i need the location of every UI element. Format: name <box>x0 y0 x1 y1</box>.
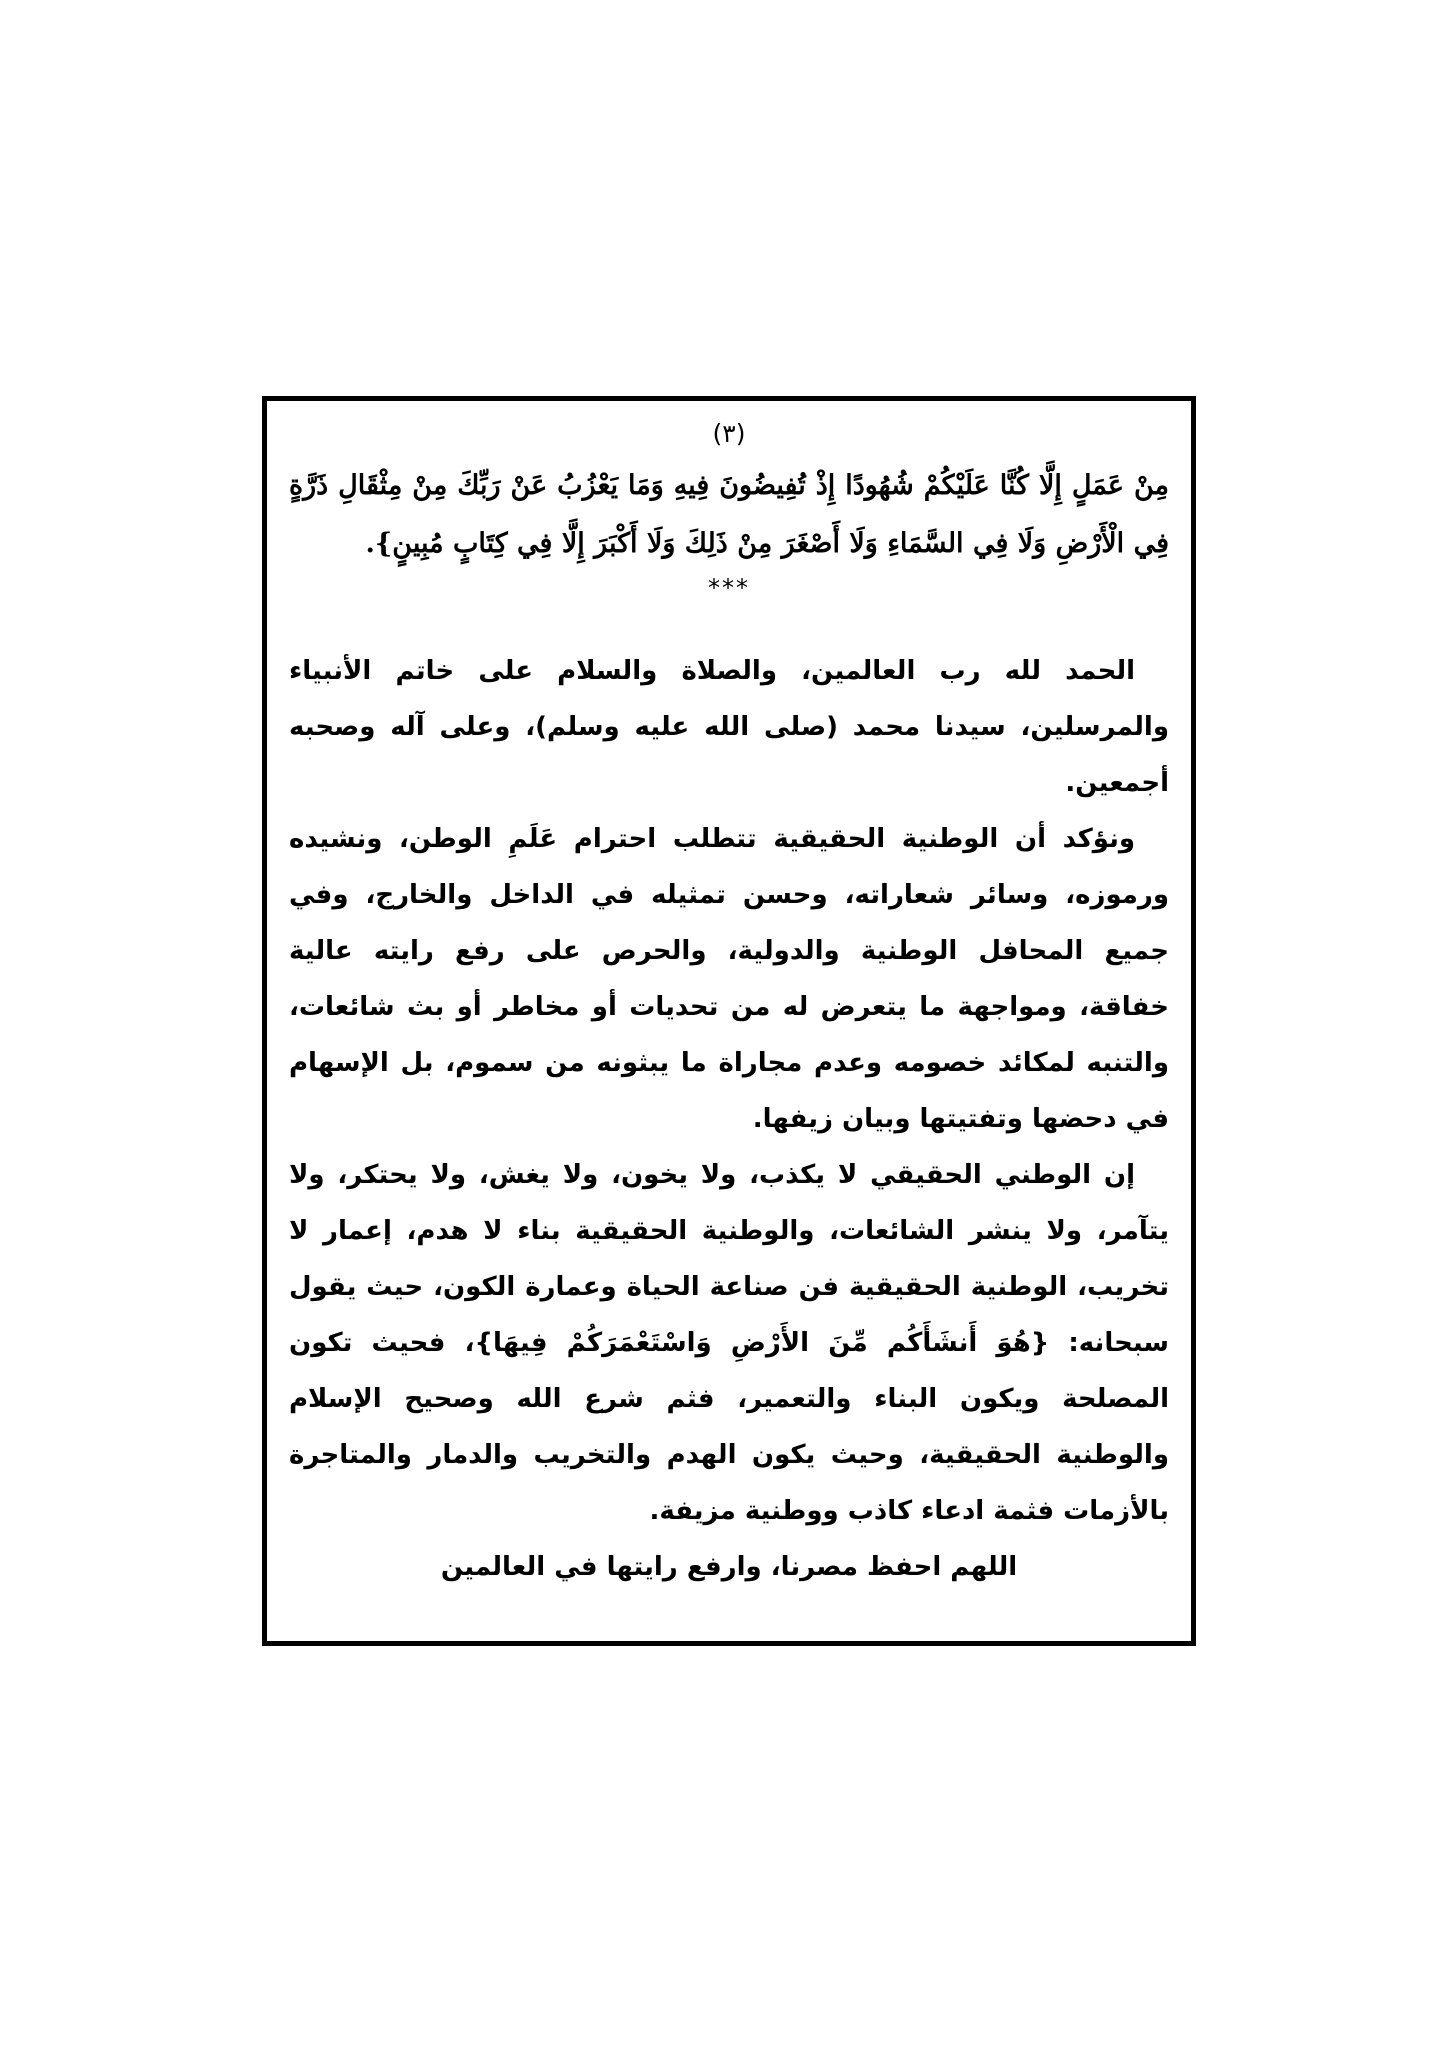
paragraph-national-symbols: ونؤكد أن الوطنية الحقيقية تتطلب احترام عَلَمِ الوطن، ونشيده ورموزه، وسائر شعاراته، وحسن تمثيله في الداخل والخارج، وفي جميع المحافل الوطنية والدولية، والحرص على رفع رايته عالية خفاقة، ومواجهة ما يتعرض له من تحديات أو مخاطر أو بث شائعات، والتنبه لمكائد خصومه وعدم مجاراة ما يبثونه من سموم، بل الإسهام في دحضها وتفتيتها وبيان زيفها. <box>289 824 1169 1134</box>
paragraph-opening: الحمد لله رب العالمين، والصلاة والسلام على خاتم الأنبياء والمرسلين، سيدنا محمد (صلى الله عليه وسلم)، وعلى آله وصحبه أجمعين. <box>289 656 1169 798</box>
section-separator: *** <box>708 574 750 602</box>
quran-verse: مِنْ عَمَلٍ إِلَّا كُنَّا عَلَيْكُمْ شُهُودًا إِذْ تُفِيضُونَ فِيهِ وَمَا يَعْزُبُ عَنْ رَبِّكَ مِنْ مِثْقَالِ ذَرَّةٍ فِي الْأَرْضِ وَلَا فِي السَّمَاءِ وَلَا أَصْغَرَ مِنْ ذَلِكَ وَلَا أَكْبَرَ إِلَّا فِي كِتَابٍ مُبِينٍ}. <box>289 470 1169 559</box>
closing-prayer: اللهم احفظ مصرنا، وارفع رايتها في العالمين <box>440 1552 1018 1582</box>
paragraph-true-patriot: إن الوطني الحقيقي لا يكذب، ولا يخون، ولا يغش، ولا يحتكر، ولا يتآمر، ولا ينشر الشائعات، والوطنية الحقيقية بناء لا هدم، إعمار لا تخريب، الوطنية الحقيقية فن صناعة الحياة وعمارة الكون، حيث يقول سبحانه: {هُوَ أَنشَأَكُم مِّنَ الأَرْضِ وَاسْتَعْمَرَكُمْ فِيهَا}، فحيث تكون المصلحة ويكون البناء والتعمير، فثم شرع الله وصحيح الإسلام والوطنية الحقيقية، وحيث يكون الهدم والتخريب والدمار والمتاجرة بالأزمات فثمة ادعاء كاذب ووطنية مزيفة. <box>289 1160 1169 1526</box>
page-content <box>289 417 1169 1595</box>
page-frame <box>262 396 1196 1646</box>
page-number: (٣) <box>712 419 746 448</box>
